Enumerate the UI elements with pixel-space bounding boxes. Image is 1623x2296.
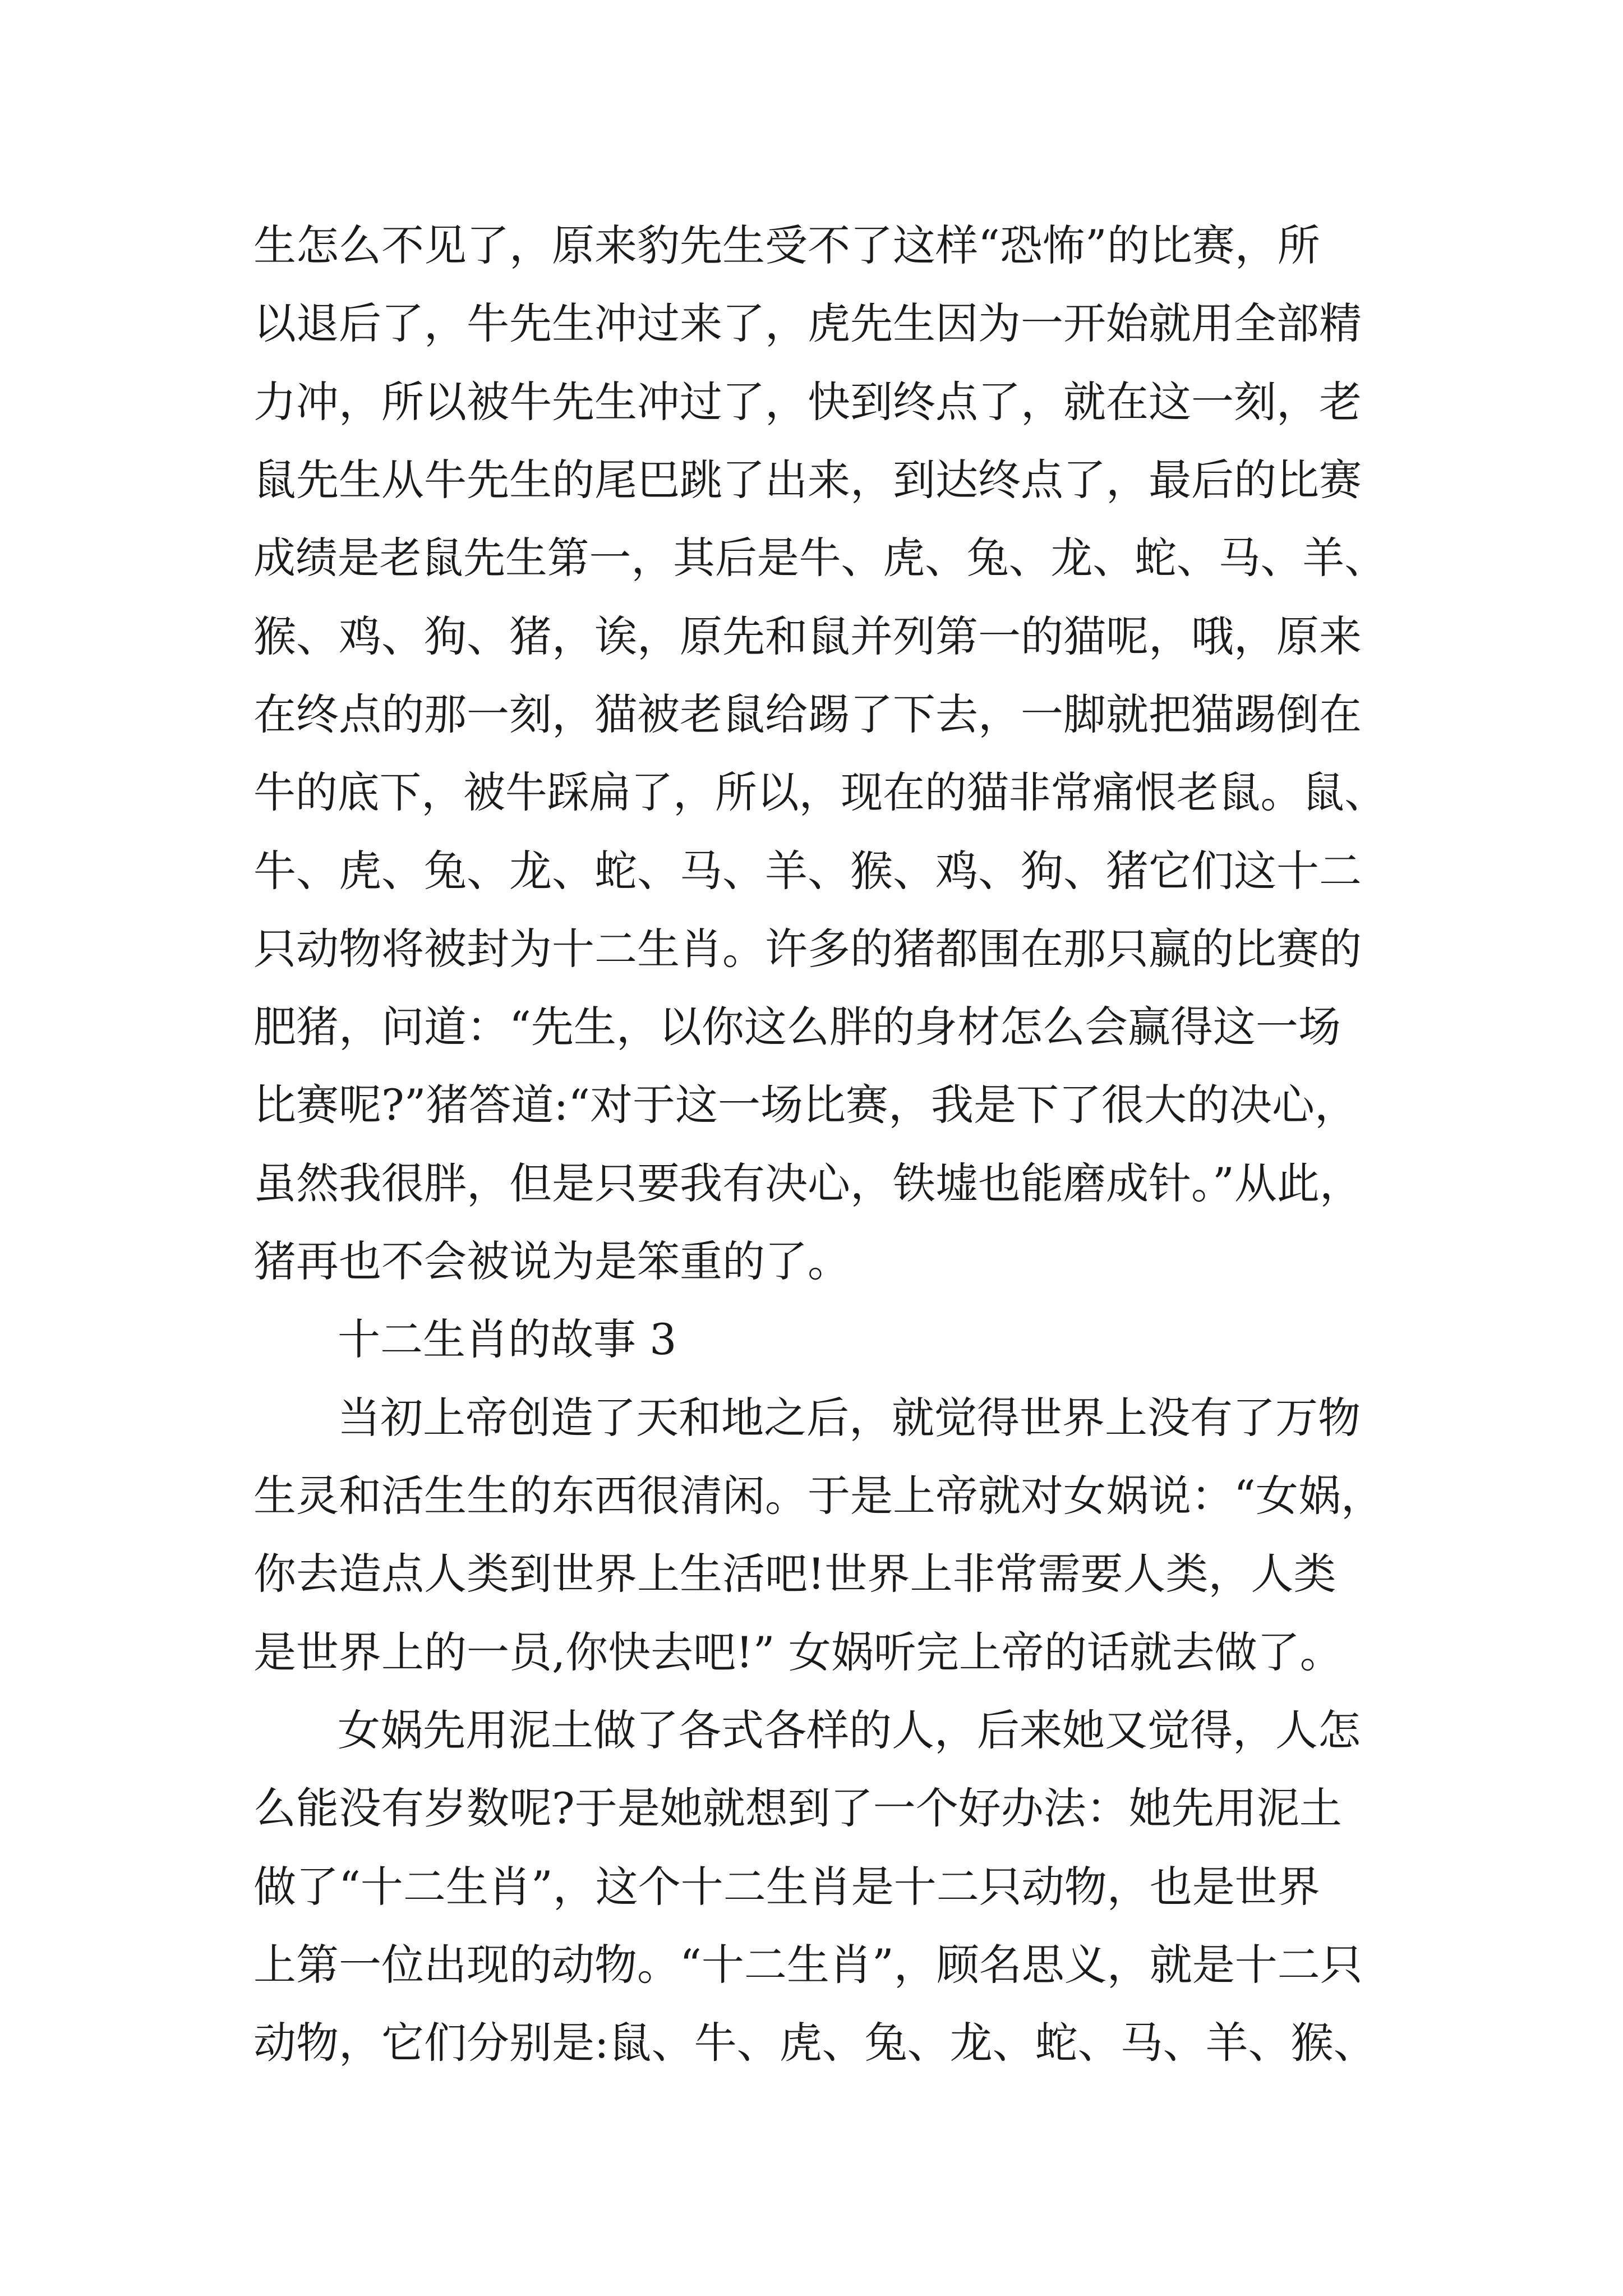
text-line: 虽然我很胖，但是只要我有决心，铁墟也能磨成针。”从此， bbox=[253, 1158, 1362, 1208]
text-line: 力冲，所以被牛先生冲过了，快到终点了，就在这一刻，老 bbox=[253, 377, 1362, 427]
section-heading: 十二生肖的故事 3 bbox=[338, 1314, 677, 1364]
text-line: 你去造点人类到世界上生活吧!世界上非常需要人类，人类 bbox=[253, 1549, 1336, 1599]
text-line: 成绩是老鼠先生第一，其后是牛、虎、兔、龙、蛇、马、羊、 bbox=[253, 533, 1386, 583]
text-line: 生灵和活生生的东西很清闲。于是上帝就对女娲说：“女娲， bbox=[253, 1471, 1384, 1521]
text-line: 动物，它们分别是:鼠、牛、虎、兔、龙、蛇、马、羊、猴、 bbox=[253, 2018, 1376, 2068]
text-line: 做了“十二生肖”，这个十二生肖是十二只动物，也是世界 bbox=[253, 1862, 1320, 1912]
text-line: 在终点的那一刻，猫被老鼠给踢了下去，一脚就把猫踢倒在 bbox=[253, 689, 1362, 739]
text-line: 女娲先用泥土做了各式各样的人，后来她又觉得，人怎 bbox=[338, 1705, 1361, 1755]
text-line: 当初上帝创造了天和地之后，就觉得世界上没有了万物 bbox=[338, 1393, 1361, 1443]
text-line: 上第一位出现的动物。“十二生肖”，顾名思义，就是十二只 bbox=[253, 1940, 1363, 1990]
text-line: 生怎么不见了，原来豹先生受不了这样“恐怖”的比赛，所 bbox=[253, 220, 1320, 270]
text-line: 猴、鸡、狗、猪，诶，原先和鼠并列第一的猫呢，哦，原来 bbox=[253, 611, 1362, 661]
text-line: 牛、虎、兔、龙、蛇、马、羊、猴、鸡、狗、猪它们这十二 bbox=[253, 846, 1362, 896]
text-line: 牛的底下，被牛踩扁了，所以，现在的猫非常痛恨老鼠。鼠、 bbox=[253, 767, 1386, 817]
text-line: 比赛呢?”猪答道:“对于这一场比赛，我是下了很大的决心， bbox=[253, 1080, 1358, 1130]
text-line: 鼠先生从牛先生的尾巴跳了出来，到达终点了，最后的比赛 bbox=[253, 455, 1362, 505]
text-line: 肥猪，问道：“先生，以你这么胖的身材怎么会赢得这一场 bbox=[253, 1002, 1341, 1052]
text-line: 么能没有岁数呢?于是她就想到了一个好办法：她先用泥土 bbox=[253, 1783, 1342, 1833]
text-line: 猪再也不会被说为是笨重的了。 bbox=[253, 1236, 850, 1286]
text-line: 只动物将被封为十二生肖。许多的猪都围在那只赢的比赛的 bbox=[253, 924, 1362, 974]
text-line: 是世界上的一员,你快去吧!” 女娲听完上帝的话就去做了。 bbox=[253, 1627, 1343, 1677]
text-line: 以退后了，牛先生冲过来了，虎先生因为一开始就用全部精 bbox=[253, 298, 1362, 348]
